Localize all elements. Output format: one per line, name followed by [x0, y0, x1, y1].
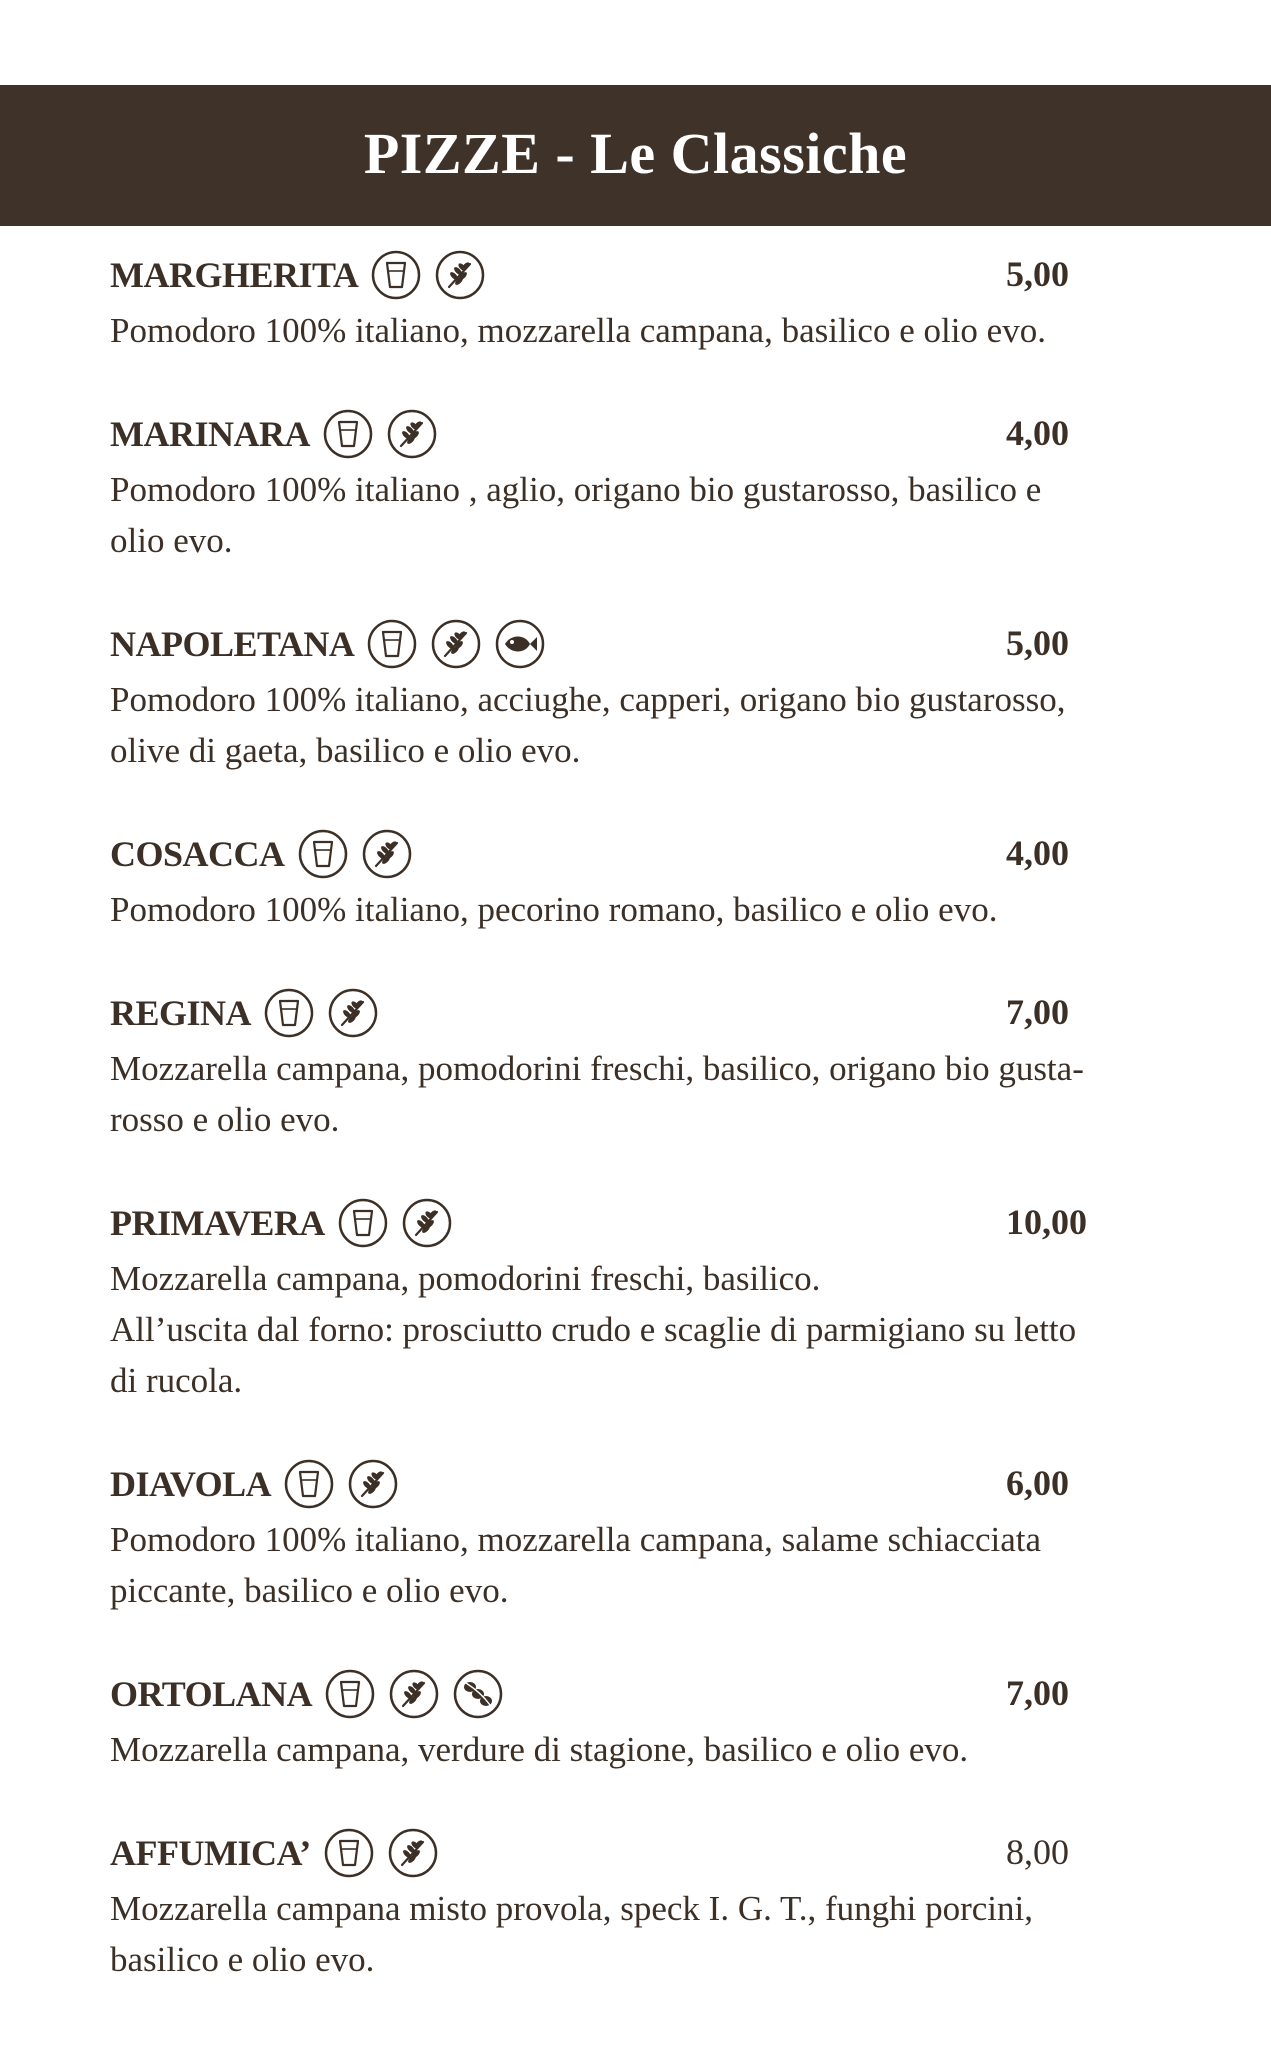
menu-item-price: 6,00 [1006, 1463, 1069, 1503]
menu-item-name: NAPOLETANA [110, 624, 355, 664]
wheat-icon [386, 408, 438, 460]
wheat-icon [387, 1827, 439, 1879]
menu-item-price: 4,00 [1006, 413, 1069, 453]
menu-item-description: Pomodoro 100% italiano, mozzarella campana, salame schiacciata piccante, basilico e olio evo. [110, 1520, 1042, 1610]
page-title: PIZZE - Le Classiche [363, 121, 908, 186]
allergen-icons [263, 987, 379, 1039]
menu-item-description: Pomodoro 100% italiano , aglio, origano bio gustarosso, basilico e olio evo. [110, 470, 1042, 560]
glass-icon [370, 249, 422, 301]
allergen-icons [366, 618, 546, 670]
menu-item-price: 8,00 [1006, 1832, 1069, 1872]
menu-item-header [110, 1193, 1170, 1253]
allergen-icons [297, 828, 413, 880]
menu-item-name: DIAVOLA [110, 1464, 272, 1504]
menu-item [110, 824, 1170, 935]
allergen-icons [283, 1458, 399, 1510]
glass-icon [366, 618, 418, 670]
menu-list [110, 245, 1170, 2033]
menu-item-price: 10,00 [1006, 1202, 1087, 1242]
menu-item-description: Pomodoro 100% italiano, acciughe, capperi, origano bio gustarosso, olive di gaeta, basilico e olio evo. [110, 680, 1066, 770]
menu-item-header [110, 245, 1170, 305]
menu-item-name: ORTOLANA [110, 1674, 313, 1714]
glass-icon [263, 987, 315, 1039]
menu-item-header [110, 1664, 1170, 1724]
menu-item-description: Pomodoro 100% italiano, mozzarella campana, basilico e olio evo. [110, 311, 1046, 350]
menu-item [110, 614, 1170, 776]
menu-item-name: MARINARA [110, 414, 310, 454]
glass-icon [283, 1458, 335, 1510]
menu-item-header [110, 1454, 1170, 1514]
menu-item [110, 245, 1170, 356]
menu-item [110, 1823, 1170, 1985]
glass-icon [324, 1668, 376, 1720]
menu-item-description: Mozzarella campana, pomodorini freschi, basilico. All’uscita dal forno: prosciutto crudo e scaglie di parmigiano su letto di rucola. [110, 1259, 1077, 1400]
menu-item-header [110, 614, 1170, 674]
menu-item-header [110, 983, 1170, 1043]
glass-icon [337, 1197, 389, 1249]
menu-item-price: 5,00 [1006, 623, 1069, 663]
menu-item-price: 4,00 [1006, 833, 1069, 873]
menu-item-header [110, 404, 1170, 464]
menu-item-price: 7,00 [1006, 992, 1069, 1032]
soy-icon [452, 1668, 504, 1720]
glass-icon [322, 408, 374, 460]
menu-item-name: REGINA [110, 993, 252, 1033]
menu-item [110, 1454, 1170, 1616]
menu-item-description: Mozzarella campana, pomodorini freschi, basilico, origano bio gusta- rosso e olio evo. [110, 1049, 1084, 1139]
allergen-icons [337, 1197, 453, 1249]
menu-item-price: 5,00 [1006, 254, 1069, 294]
allergen-icons [322, 408, 438, 460]
glass-icon [297, 828, 349, 880]
allergen-icons [324, 1668, 504, 1720]
wheat-icon [401, 1197, 453, 1249]
wheat-icon [434, 249, 486, 301]
allergen-icons [323, 1827, 439, 1879]
menu-item-description: Mozzarella campana, verdure di stagione, basilico e olio evo. [110, 1730, 969, 1769]
menu-item-name: MARGHERITA [110, 255, 359, 295]
menu-item-description: Mozzarella campana misto provola, speck I. G. T., funghi porcini, basilico e olio evo. [110, 1889, 1034, 1979]
wheat-icon [347, 1458, 399, 1510]
menu-item-name: AFFUMICA’ [110, 1833, 311, 1873]
fish-icon [494, 618, 546, 670]
wheat-icon [388, 1668, 440, 1720]
menu-item-header [110, 1823, 1170, 1883]
menu-item [110, 404, 1170, 566]
menu-item-description: Pomodoro 100% italiano, pecorino romano, basilico e olio evo. [110, 890, 998, 929]
menu-item-name: COSACCA [110, 834, 285, 874]
glass-icon [323, 1827, 375, 1879]
menu-item [110, 1193, 1170, 1406]
menu-item [110, 983, 1170, 1145]
wheat-icon [327, 987, 379, 1039]
menu-item [110, 1664, 1170, 1775]
menu-item-header [110, 824, 1170, 884]
menu-item-name: PRIMAVERA [110, 1203, 325, 1243]
wheat-icon [430, 618, 482, 670]
header-band [0, 85, 1271, 226]
allergen-icons [370, 249, 486, 301]
menu-item-price: 7,00 [1006, 1673, 1069, 1713]
wheat-icon [361, 828, 413, 880]
